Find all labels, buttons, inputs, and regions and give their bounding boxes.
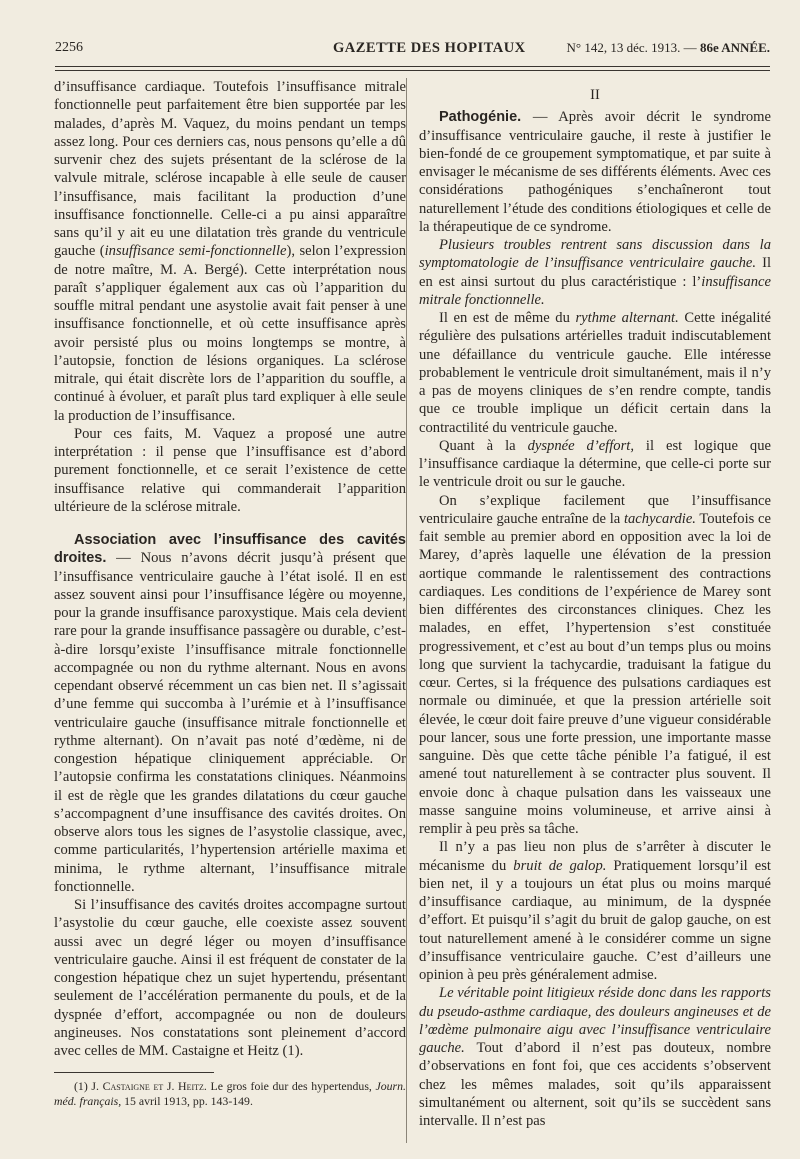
section-gap (54, 516, 406, 531)
paragraph (419, 236, 771, 309)
running-header (55, 40, 770, 62)
left-column (54, 78, 406, 1108)
paragraph-text: Tout d’abord il n’est pas douteux, nombre d’observations en font foi, que ces accidents s’observent chez les mêmes malades, soit qu’ils apparaissent simultanément ou alternent, soit qu’ils se succèdent sans intervalle. Il n’est pas (419, 1040, 771, 1129)
header-rule-thin (55, 70, 770, 71)
italic-term: dyspnée d’effort, (527, 437, 634, 454)
paragraph: Si l’insuffisance des cavités droites accompagne surtout l’asystolie du cœur gauche, elle coexiste assez souvent aussi avec un degré léger ou moyen d’insuffisance ventriculaire gauche. Ainsi il est fréquent de constater de la congestion hépatique chez un sujet hypertendu, présentant seulement de l’accélération permanente du pouls, et de la dyspnée d’effort, accompagnée ou non de douleurs angineuses. Nos constatations sont pleinement d’accord avec celles de MM. Castaigne et Heitz (1). (54, 897, 406, 1059)
issue-number-date: N° 142, 13 déc. 1913. — (566, 40, 697, 55)
paragraph-text: Toutefois ce fait semble au premier abord en opposition avec la loi de Marey, d’après laquelle une élévation de la pression aortique commande le ralentissement des contractions cardiaques. Les conditions de l’expérience de Marey sont bien différentes des circonstances cliniques. Chez les malades, en effet, l’hypertension s’est constituée progressivement, et c’est au bout d’un temps plus ou moins long que survient la tachycardie, traduisant la fatigue du cœur. Certes, si la fréquence des pulsations cardiaques est normale ou diminuée, et que la pression artérielle soit élevée, le cœur doit faire preuve d’une vigueur considérable pour lancer, sous une forte pression, une importante masse sanguine. Dès que cette tâche pénible l’a fatigué, il est amené tout naturellement à se contracter plus souvent. Il envoie donc à chaque pulsation dans les vaisseaux une masse sanguine moins volumineuse, et arrive ainsi à remplir à peu près sa tâche. (419, 510, 771, 837)
footnote-reference: 15 avril 1913, pp. 143-149. (121, 1093, 253, 1108)
paragraph-text: — Après avoir décrit le syndrome d’insuffisance ventriculaire gauche, il reste à justifier le bien-fondé de ce groupement symptomatique, et par suite à envisager le mécanisme de ses différents éléments. Avec ces considérations pathogéniques s’enchaîneront tout naturellement l’étude des conditions étiologiques et celle de la thérapeutique de ce syndrome. (419, 109, 771, 235)
footnote-rule (54, 1072, 214, 1073)
footnote (54, 1079, 406, 1108)
column-divider (406, 78, 407, 1143)
italic-term: tachycardie. (623, 510, 696, 527)
paragraph (419, 108, 771, 236)
page-number: 2256 (55, 40, 83, 55)
section-number: II (590, 87, 600, 103)
paragraph-text: Pratiquement lorsqu’il est bien net, il y a toujours un état plus ou moins marqué d’insuffisance cardiaque, au minimum, de la dyspnée d’effort. Et puisqu’il s’agit du bruit de galop gauche, on est tout naturellement amené à le considérer comme un signe d’insuffisance ventriculaire gauche. C’est d’ailleurs une opinion à peu près généralement admise. (419, 857, 771, 983)
paragraph-text: Quant à la (439, 437, 528, 454)
footnote-journal: Journ. méd. français, (54, 1079, 406, 1108)
paragraph-text: d’insuffisance cardiaque. Toutefois l’insuffisance mitrale fonctionnelle peut parfaitement être bien supportée par les malades, d’après M. Vaquez, du moins pendant un temps assez long. Pour ces derniers cas, nous pensons qu’elle a dû survenir chez des sujets présentant de la sclérose de la valvule mitrale, sclérose incapable à elle seule de causer l’insuffisance, mais facilitant la production d’une insuffisance fonctionnelle. Celle-ci a pu ainsi apparaître sans qu’il y ait eu une dilatation très grande du ventricule gauche ( (54, 79, 406, 260)
italic-statement: Plusieurs troubles rentrent sans discussion dans la symptomatologie de l’insuffisance ventriculaire gauche. (419, 237, 771, 272)
pathogenie-heading: Pathogénie. (439, 109, 522, 126)
paragraph (419, 309, 771, 437)
paragraph (419, 492, 771, 839)
header-rule-thick (55, 66, 770, 67)
footnote-authors: J. Castaigne et J. Heitz. (91, 1079, 207, 1094)
issue-year: 86e ANNÉE. (699, 40, 770, 55)
right-column (419, 78, 771, 1130)
paragraph-text: — Nous n’avons décrit jusqu’à présent que l’insuffisance ventriculaire gauche à l’état isolé. Il en est assez souvent ainsi pour l’insuffisance légère ou moyenne, pour la grande insuffisance paroxystique. Mais cela devient rare pour la grande insuffisance passagère ou durable, c’est-à-dire lorsqu’existe l’insuffisance mitrale fonctionnelle accompagnée ou non du rythme alternant. Nous en avons cependant observé récemment un cas bien net. Il s’agissait d’une femme qui succomba à l’urémie et à l’insuffisance ventriculaire gauche (insuffisance mitrale fonctionnelle et rythme alternant). On n’avait pas noté d’œdème, ni de congestion hépatique cliniquement appréciable. Or l’autopsie confirma les constatations cliniques. Néanmoins il est de règle que les grandes dilatations du cœur gauche s’accompagnent d’une insuffisance des cavités droites. On observe alors tous les signes de l’asystolie classique, avec, comme particularités, l’hypertension artérielle maxima et minima, le rythme alternant, l’insuffisance mitrale fonctionnelle. (54, 550, 406, 895)
paragraph (54, 78, 406, 425)
italic-term: rythme alternant. (575, 310, 679, 326)
italic-term: bruit de galop. (513, 857, 607, 874)
paragraph (419, 984, 771, 1130)
section-heading: Association avec l’insuffisance des cavités droites. (54, 532, 406, 567)
footnote-number: (1) (74, 1079, 92, 1094)
paragraph-text: ), selon l’expression de notre maître, M. A. Bergé). Cette interprétation nous paraît s’appliquer également aux cas où l’apparition du souffle mitral pendant une asystolie avait fait penser à une insuffisance fonctionnelle, et où cette insuffisance après avoir persisté plus ou moins longtemps se montre, à l’autopsie, fonction de lésions organiques. La sclérose mitrale, qui était discrète lors de l’apparition du souffle, a continué à évoluer, et paraît plus tard expliquer à elle seule la production de l’insuffisance. (54, 243, 406, 424)
italic-term: insuffisance semi-fonctionnelle (104, 243, 287, 260)
paragraph-text: Il en est de même du (439, 310, 576, 326)
footnote-title: Le gros foie dur des hypertendus, (206, 1079, 376, 1094)
italic-statement: Le véritable point litigieux réside donc dans les rapports du pseudo-asthme cardiaque, des douleurs angineuses et de l’œdème pulmonaire aigu avec l’insuffisance ventriculaire gauche. (419, 985, 771, 1056)
paragraph: Pour ces faits, M. Vaquez a proposé une autre interprétation : il pense que l’insuffisance est d’abord purement fonctionnelle, et ce serait l’existence de cette insuffisance relative qui commanderait l’apparition ultérieure de la sclérose mitrale. (54, 425, 406, 515)
paragraph-text: Cette inégalité régulière des pulsations artérielles traduit indiscutablement une défaillance du ventricule gauche. Elle intéresse probablement le ventricule droit simultanément, mais il n’y a pas de moyens cliniques de s’en rendre compte, tandis que ce trouble implique un déficit certain dans la contractilité du ventricule gauche. (419, 310, 771, 436)
paragraph-text: Il n’y a pas lieu non plus de s’arrêter à discuter le mécanisme du (419, 839, 771, 874)
issue-info (567, 40, 770, 56)
paragraph-text: Il en est ainsi surtout du plus caractéristique : l’ (419, 255, 771, 290)
italic-term: insuffisance mitrale fonctionnelle. (419, 273, 771, 308)
paragraph-text: il est logique que l’insuffisance cardiaque la détermine, que celle-ci porte sur le ventricule droit ou sur le gauche. (419, 437, 771, 491)
paragraph (419, 437, 771, 492)
paragraph (419, 838, 771, 984)
paragraph (54, 531, 406, 896)
journal-title: GAZETTE DES HOPITAUX (333, 40, 526, 56)
paragraph-text: On s’explique facilement que l’insuffisance ventriculaire gauche entraîne de la (419, 492, 771, 527)
